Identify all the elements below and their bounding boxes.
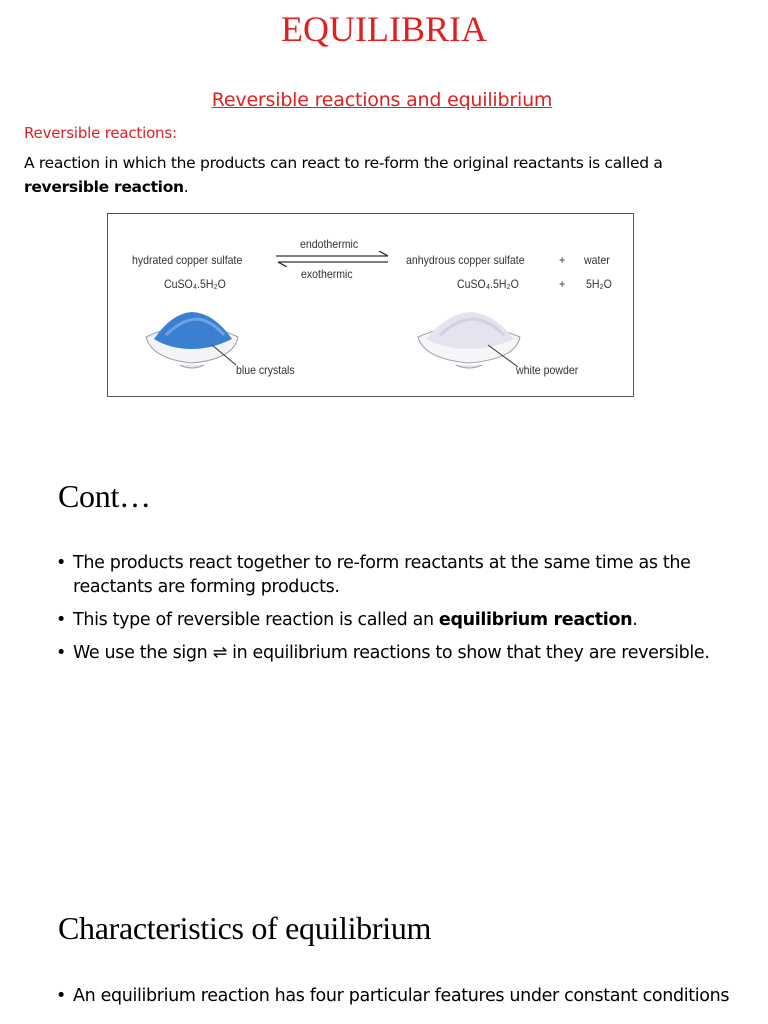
reactant-formula: CuSO₄.5H₂O bbox=[164, 277, 226, 291]
bullet-icon: • bbox=[56, 986, 66, 1006]
plus-sign-1: + bbox=[559, 253, 566, 267]
list-item: • We use the sign ⇌ in equilibrium reactions to show that they are reversible. bbox=[56, 643, 710, 663]
intro-text: A reaction in which the products can react to re-form the original reactants is called a bbox=[24, 154, 663, 172]
intro-end: . bbox=[183, 178, 189, 196]
bullet-icon: • bbox=[56, 553, 66, 573]
product-formula: CuSO₄.5H₂O bbox=[457, 277, 519, 291]
page-title: EQUILIBRIA bbox=[281, 9, 487, 49]
water-formula: 5H₂O bbox=[586, 277, 612, 291]
intro-bold-term: reversible reaction bbox=[24, 178, 184, 196]
product-name: anhydrous copper sulfate bbox=[406, 253, 525, 267]
cont-bullet-list bbox=[56, 551, 736, 674]
reactant-name: hydrated copper sulfate bbox=[132, 253, 243, 267]
list-item: • The products react together to re-form reactants at the same time as the reactants are forming products. bbox=[56, 553, 691, 597]
characteristics-bullet-list bbox=[56, 984, 736, 1017]
characteristics-heading: Characteristics of equilibrium bbox=[58, 910, 432, 946]
forward-label: endothermic bbox=[300, 237, 359, 251]
water-name: water bbox=[584, 253, 610, 267]
white-powder-caption: white powder bbox=[516, 363, 579, 377]
reaction-figure bbox=[107, 213, 634, 397]
equilibrium-reaction-term: equilibrium reaction bbox=[438, 610, 633, 630]
section-subtitle: Reversible reactions and equilibrium bbox=[211, 89, 553, 111]
list-item: • This type of reversible reaction is called an equilibrium reaction. bbox=[56, 610, 638, 630]
list-item: • An equilibrium reaction has four particular features under constant conditions bbox=[56, 986, 730, 1006]
bullet-icon: • bbox=[56, 610, 66, 630]
cont-heading: Cont… bbox=[58, 478, 151, 514]
equilibrium-arrows-icon bbox=[274, 251, 392, 267]
plus-sign-2: + bbox=[559, 277, 566, 291]
bullet-icon: • bbox=[56, 643, 66, 663]
reverse-label: exothermic bbox=[301, 267, 353, 281]
intro-paragraph bbox=[24, 151, 724, 199]
section-label: Reversible reactions: bbox=[24, 124, 177, 142]
blue-crystals-caption: blue crystals bbox=[236, 363, 295, 377]
